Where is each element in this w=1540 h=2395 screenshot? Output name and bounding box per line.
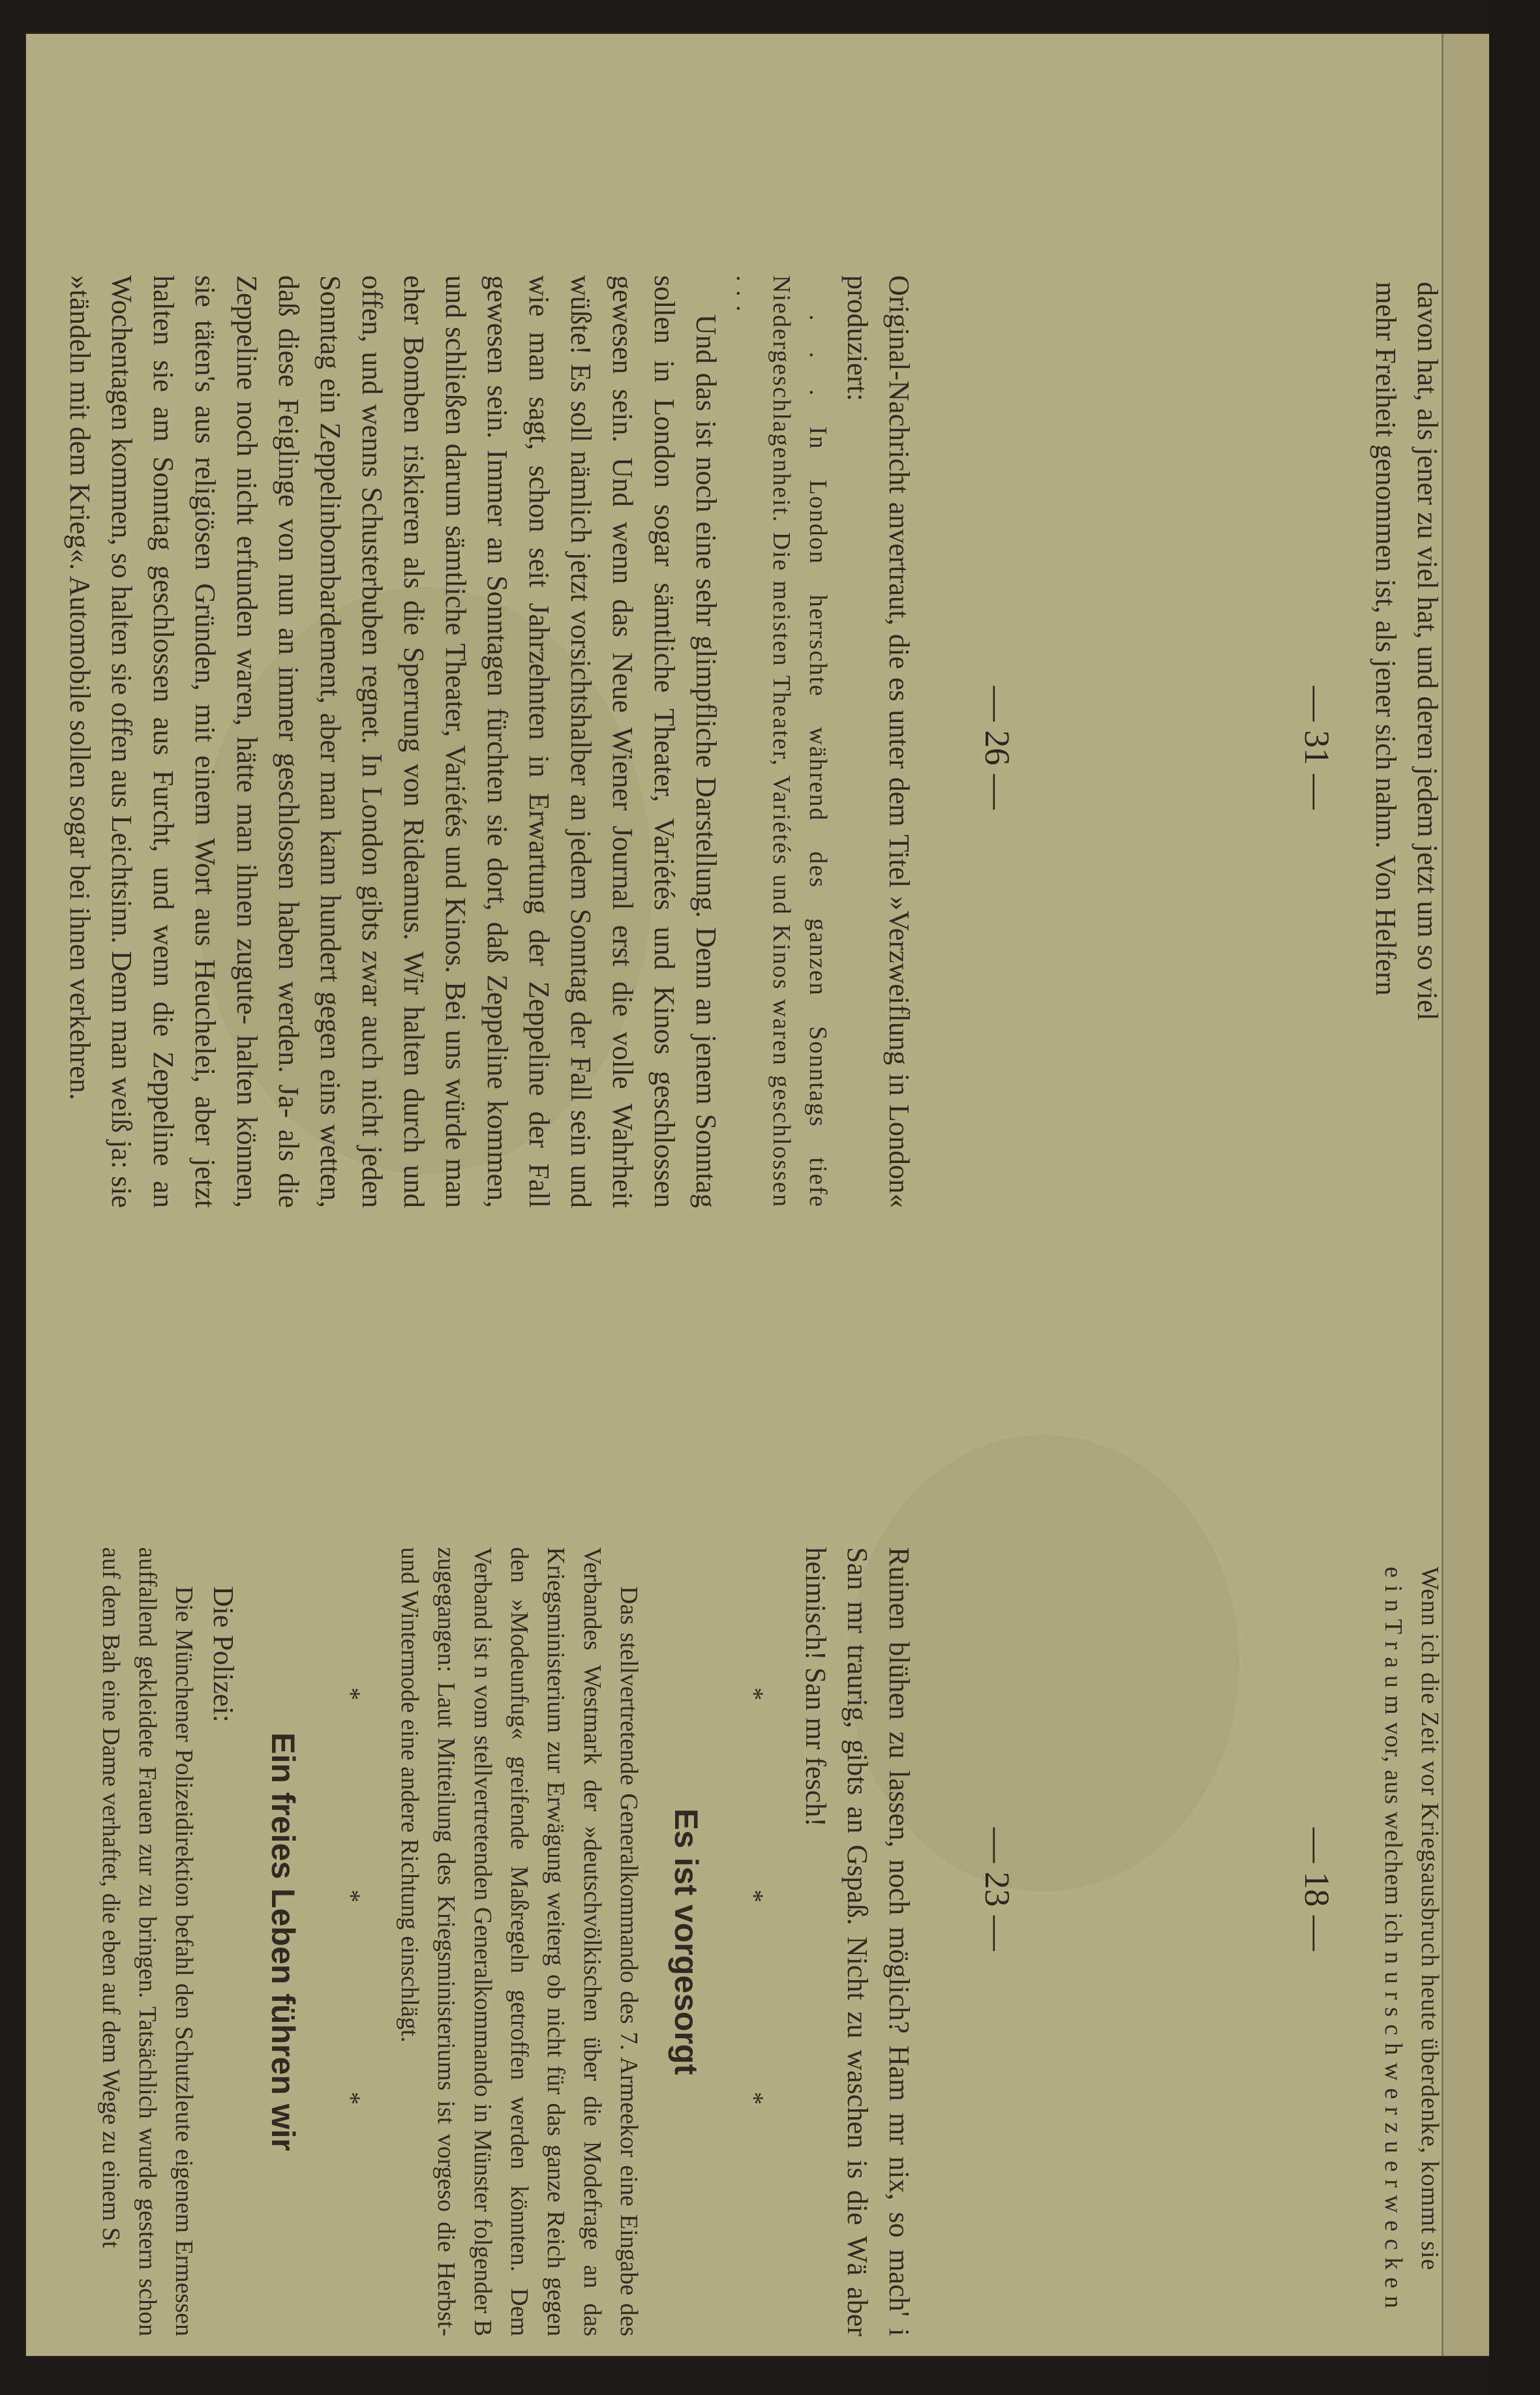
section-stars: * * * bbox=[740, 1687, 769, 2196]
fragment-line: davon hat, als jener zu viel hat, und deren jedem jetzt um so viel bbox=[1412, 282, 1443, 1021]
fragment-line: e i n T r a u m vor, aus welchem ich n u r s c h w e r z u e r w e c k e n bbox=[1380, 1567, 1407, 2309]
fragment-line: mehr Freiheit genommen ist, als jener sich nahm. Von Helfern bbox=[1370, 282, 1402, 996]
paragraph: . . . In London herrschte während des ganzen Sonntags tiefe Niedergeschlagenheit. Die meisten Theater, Variétés und Kinos waren geschlossen . . . bbox=[731, 275, 832, 1208]
paragraph: Ruinen blühen zu lassen, noch möglich? Ham mr nix, so mach' i San mr traurig, gibts an Gspaß. Nicht zu waschen is die Wä aber heimisch! San mr fesch! bbox=[800, 1547, 915, 2336]
paragraph: Die Münchener Polizeidirektion befahl den Schutzleute eigenem Ermessen auffallend gekleidete Frauen zur zu bringen. Tatsächlich wurde gestern schon auf dem Bah eine Dame verhaftet, die eben auf dem Wege zu einem St bbox=[97, 1547, 198, 2336]
paragraph: Das stellvertretende Generalkommando des 7. Armeekor eine Eingabe des Verbandes Westmark der »deutschvölkischen über die Modefrage an das Kriegsministerium zur Erwägung weiterg ob nicht für das ganze Reich gegen den »Modeunfug« greifende Maßregeln getroffen werden könnten. Dem Verband ist n vom stellvertretenden Generalkommando in Münster folgender B zugegangen: Laut Mitteilung des Kriegsministeriums ist vorgeso die Herbst- und Wintermode eine andere Richtung einschlägt. bbox=[396, 1547, 642, 2336]
paragraph: Und das ist noch eine sehr glimpfliche Darstellung. Denn an jenem Sonntag sollen in London sogar sämtliche Theater, Variétés und Kinos geschlossen gewesen sein. Und wenn das Neue Wiener Journal erst die volle Wahrheit wüßte! Es soll nämlich jetzt vorsichtshalber an jedem Sonntag der Fall sein und wie man sagt, schon seit Jahrzehnten in Erwartung der Zeppeline der Fall gewesen sein. Immer an Sonntagen fürchten sie dort, daß Zeppeline kommen, und schließen darum sämtliche Theater, Variétés und Kinos. Bei uns würde man eher Bomben riskieren als die Sperrung von Rideamus. Wir halten durch und offen, und wenns Schusterbuben regnet. In London gibts zwar auch nicht jeden Sonntag ein Zeppelinbombardement, aber man kann hundert gegen eins wetten, daß diese Feiglinge von nun an immer geschlossen haben werden. Ja- als die Zeppeline noch nicht erfunden waren, hätte man ihnen zugute- halten können, sie täten's aus religiösen Gründen, mit einem Wort aus Heuchelei, aber jetzt halten sie am Sonntag geschlossen aus Furcht, und wenn die Zeppeline an Wochentagen kommen, so halten sie offen aus Leichtsinn. Denn man weiß ja: sie »tändeln mit dem Krieg«. Automobile sollen sogar bei ihnen verkehren. bbox=[64, 275, 722, 1208]
fragment-page-31 bbox=[1365, 282, 1448, 1228]
page-26-column bbox=[59, 275, 920, 1208]
page-number-26: — 26 — bbox=[978, 686, 1017, 809]
dark-border bbox=[1489, 0, 1540, 2395]
page-23-column bbox=[93, 1547, 920, 2336]
fragment-line: Wenn ich die Zeit vor Kriegsausbruch heute überdenke, kommt sie bbox=[1416, 1567, 1443, 2271]
section-stars: * * * bbox=[337, 1687, 366, 2196]
fragment-page-18 bbox=[1375, 1567, 1448, 2317]
page-number-23: — 23 — bbox=[978, 1828, 1017, 1951]
paragraph: Die Polizei: bbox=[207, 1586, 239, 1723]
section-heading: Es ist vorgesorgt bbox=[668, 1808, 704, 2075]
paragraph: Original-Nachricht anvertraut, die es unter dem Titel »Verzweiflung in London« produziert: bbox=[841, 275, 915, 1208]
page-number-31: — 31 — bbox=[1297, 686, 1336, 809]
section-heading: Ein freies Leben führen wir bbox=[265, 1732, 301, 2151]
page-number-18: — 18 — bbox=[1297, 1828, 1336, 1951]
rotated-spread bbox=[26, 34, 1494, 2356]
